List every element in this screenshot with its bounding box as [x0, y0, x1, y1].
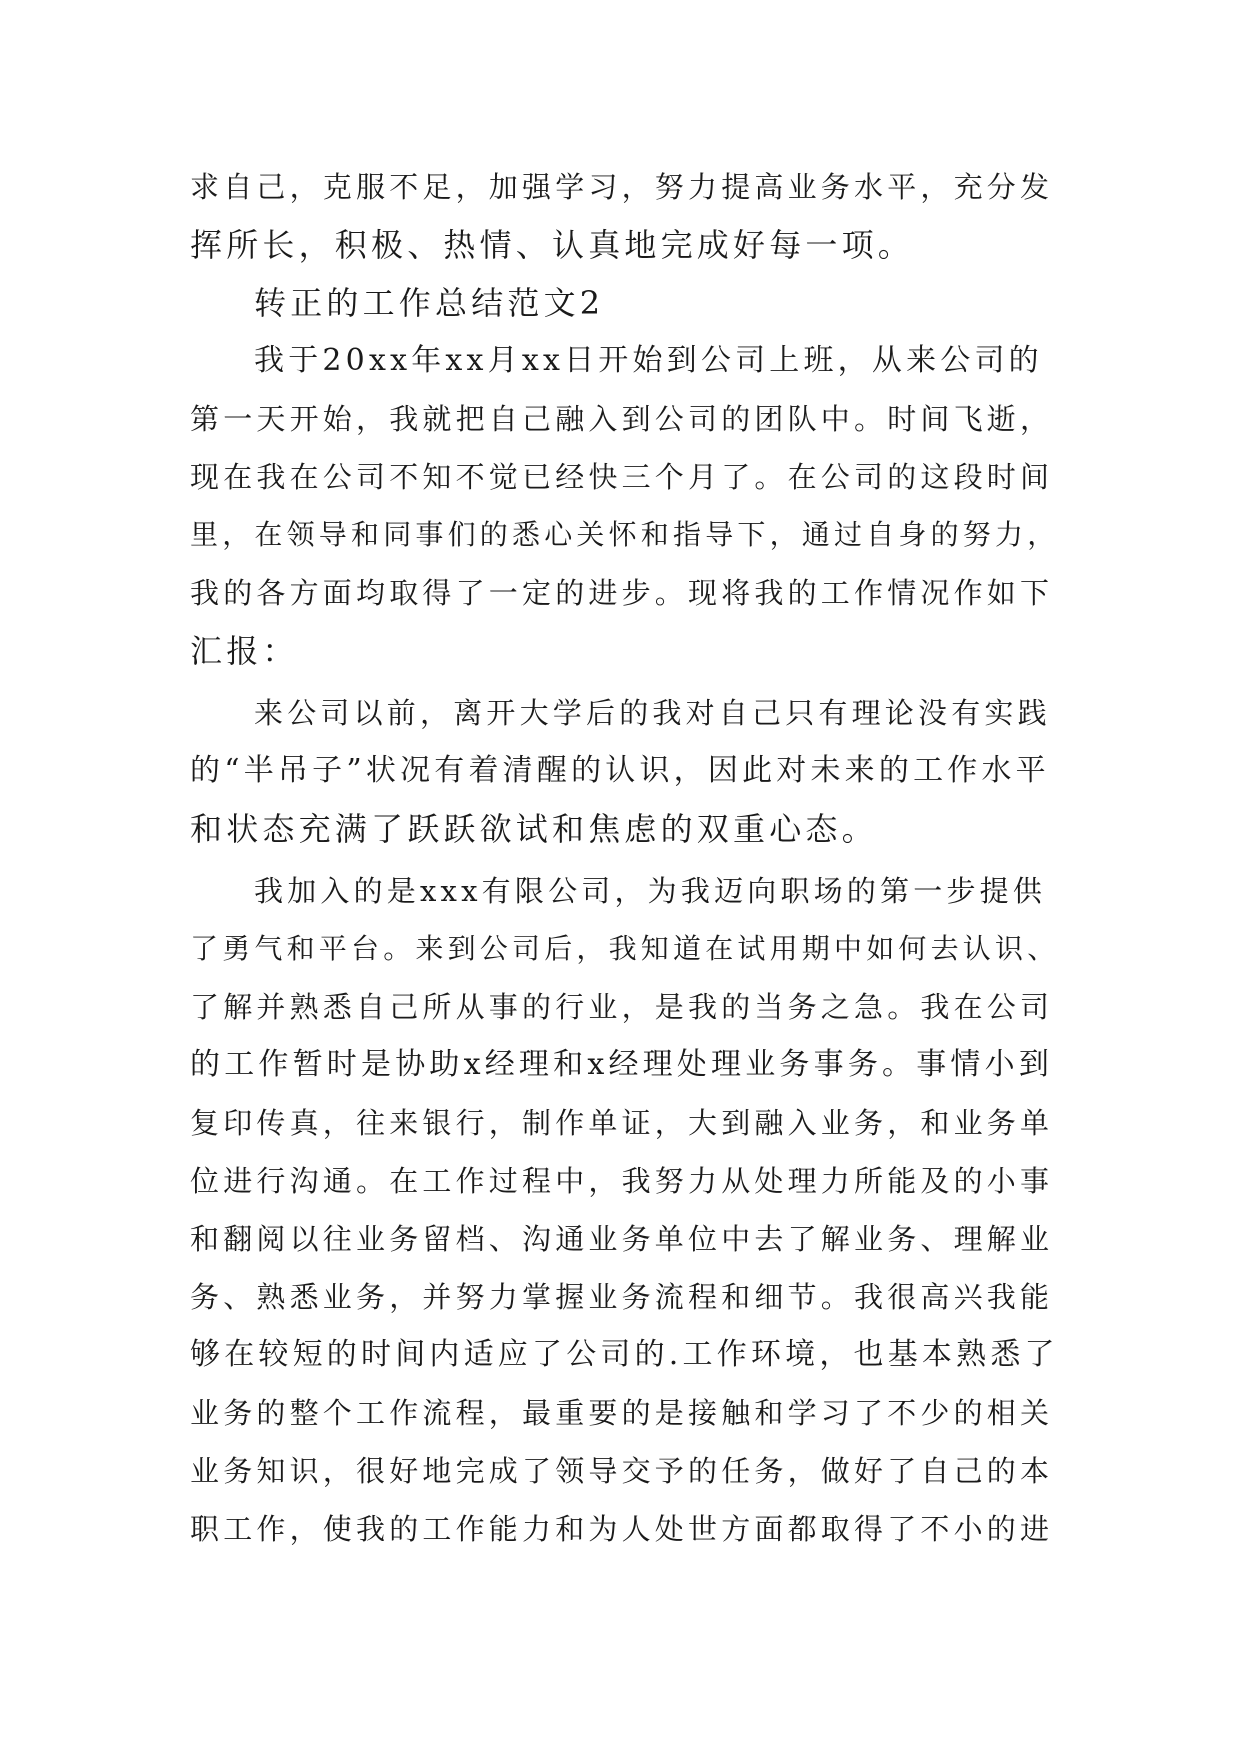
text-line: 现在我在公司不知不觉已经快三个月了。在公司的这段时间: [190, 460, 1054, 494]
text-line: 了解并熟悉自己所从事的行业，是我的当务之急。我在公司: [190, 990, 1054, 1024]
text-line: 我的各方面均取得了一定的进步。现将我的工作情况作如下: [190, 576, 1054, 610]
text-line: 了勇气和平台。来到公司后，我知道在试用期中如何去认识、: [190, 932, 1060, 965]
text-line: 挥所长，积极、热情、认真地完成好每一项。: [190, 226, 915, 264]
text-line: 汇报：: [190, 632, 299, 670]
body-text: [190, 158, 1060, 1558]
section-heading: 转正的工作总结范文2: [254, 284, 605, 322]
text-line: 我于20xx年xx月xx日开始到公司上班，从来公司的: [254, 343, 1043, 378]
text-line: 我加入的是xxx有限公司，为我迈向职场的第一步提供: [254, 874, 1047, 908]
text-line: 来公司以前，离开大学后的我对自己只有理论没有实践: [254, 696, 1051, 730]
text-line: 复印传真，往来银行，制作单证，大到融入业务，和业务单: [190, 1106, 1054, 1140]
text-line: 和状态充满了跃跃欲试和焦虑的双重心态。: [190, 810, 878, 848]
text-line: 职工作，使我的工作能力和为人处世方面都取得了不小的进: [190, 1512, 1054, 1546]
text-line: 求自己，克服不足，加强学习，努力提高业务水平，充分发: [190, 170, 1054, 204]
text-line: 里，在领导和同事们的悉心关怀和指导下，通过自身的努力，: [190, 518, 1060, 551]
text-line: 业务的整个工作流程，最重要的是接触和学习了不少的相关: [190, 1396, 1054, 1430]
text-line: 业务知识，很好地完成了领导交予的任务，做好了自己的本: [190, 1454, 1054, 1488]
text-line: 位进行沟通。在工作过程中，我努力从处理力所能及的小事: [190, 1164, 1054, 1198]
text-line: 的工作暂时是协助x经理和x经理处理业务事务。事情小到: [190, 1047, 1054, 1082]
text-line: 务、熟悉业务，并努力掌握业务流程和细节。我很高兴我能: [190, 1280, 1054, 1314]
text-line: 和翻阅以往业务留档、沟通业务单位中去了解业务、理解业: [190, 1222, 1054, 1256]
text-line: 够在较短的时间内适应了公司的.工作环境，也基本熟悉了: [190, 1337, 1059, 1372]
text-line: 第一天开始，我就把自己融入到公司的团队中。时间飞逝，: [190, 402, 1054, 436]
text-line: 的“半吊子”状况有着清醒的认识，因此对未来的工作水平: [190, 753, 1050, 788]
